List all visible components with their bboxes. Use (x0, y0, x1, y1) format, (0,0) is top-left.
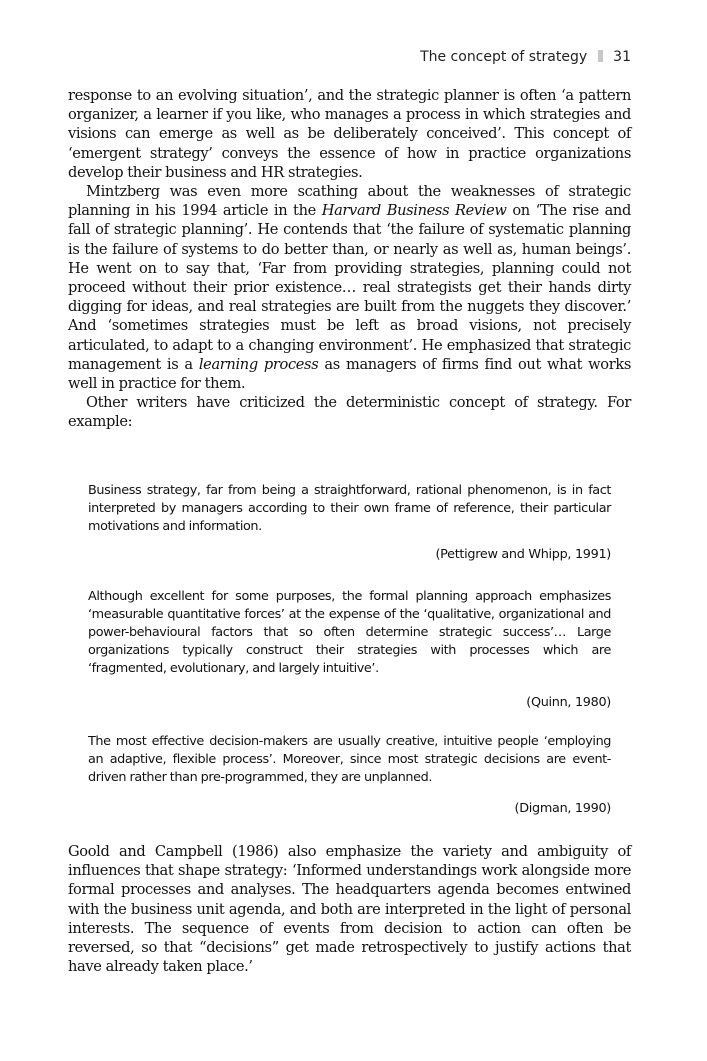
journal-title: Harvard Business Review (321, 202, 507, 220)
paragraph-mintzberg-part-3: as managers of firms find out what works well in practice for them. (68, 355, 631, 393)
citation-text: (Pettigrew and Whipp, 1991) (435, 547, 611, 562)
emphasized-term: learning process (198, 355, 319, 373)
block-quote-digman (88, 733, 611, 787)
main-text-bottom (68, 842, 631, 976)
paragraph-goold-campbell: Goold and Campbell (1986) also emphasize the variety and ambiguity of influences that shape strategy: ‘Informed understandings work alongside more formal processes and analyses. The headquarters agenda becomes entwined with the business unit agenda, and both are interpreted in the light of personal interests. The sequence of events from decision to action can often be reversed, so that “decisions” get made retrospectively to justify actions that have already taken place.’ (68, 843, 631, 976)
citation-text: (Digman, 1990) (514, 801, 611, 816)
main-text-top (68, 86, 631, 432)
quote-text: Although excellent for some purposes, the formal planning approach emphasizes ‘measurable quantitative forces’ at the expense of the ‘qualitative, organizational and power-behavioural factors that so often determine strategic success’… Large organizations typically construct their strategies with processes which are ‘fragmented, evolutionary, and largely intuitive’. (88, 589, 611, 676)
block-quote-quinn (88, 588, 611, 678)
quote-text: Business strategy, far from being a straightforward, rational phenomenon, is in fact interpreted by managers according to their own frame of reference, their particular motivations and information. (88, 483, 611, 534)
paragraph-emergent-strategy: response to an evolving situation’, and the strategic planner is often ‘a pattern organizer, a learner if you like, who manages a process in which strategies and visions can emerge as well as be deliberately conceived’. This concept of ‘emergent strategy’ conveys the essence of how in practice organizations develop their business and HR strategies. (68, 87, 631, 181)
paragraph-mintzberg-part-1: Mintzberg was even more scathing about the weaknesses of strategic planning in his 1994 article in the (68, 183, 631, 220)
citation-pettigrew (435, 546, 611, 564)
page-number: 31 (613, 49, 631, 65)
citation-quinn (526, 694, 611, 712)
running-header (420, 48, 631, 66)
book-page (68, 0, 631, 1061)
citation-text: (Quinn, 1980) (526, 695, 611, 710)
running-title: The concept of strategy (420, 49, 588, 65)
paragraph-other-writers: Other writers have criticized the deterministic concept of strategy. For example: (68, 394, 631, 431)
block-quote-pettigrew (88, 482, 611, 536)
header-separator (598, 50, 603, 62)
quote-text: The most effective decision-makers are usually creative, intuitive people ‘employing an adaptive, flexible process’. Moreover, since most strategic decisions are event-driven rather than pre-programmed, they are unplanned. (88, 734, 611, 785)
paragraph-mintzberg (68, 182, 631, 393)
citation-digman (515, 800, 611, 818)
paragraph-mintzberg-part-2: on ‘The rise and fall of strategic planning’. He contends that ‘the failure of systematic planning is the failure of systems to do better than, or nearly as well as, human beings’. He went on to say that, ‘Far from providing strategies, planning could not proceed without their prior existence… real strategists get their hands dirty digging for ideas, and real strategies are built from the nuggets they discover.’ And ‘sometimes strategies must be left as broad visions, not precisely articulated, to adapt to a changing environment’. He emphasized that strategic management is a (68, 202, 631, 373)
